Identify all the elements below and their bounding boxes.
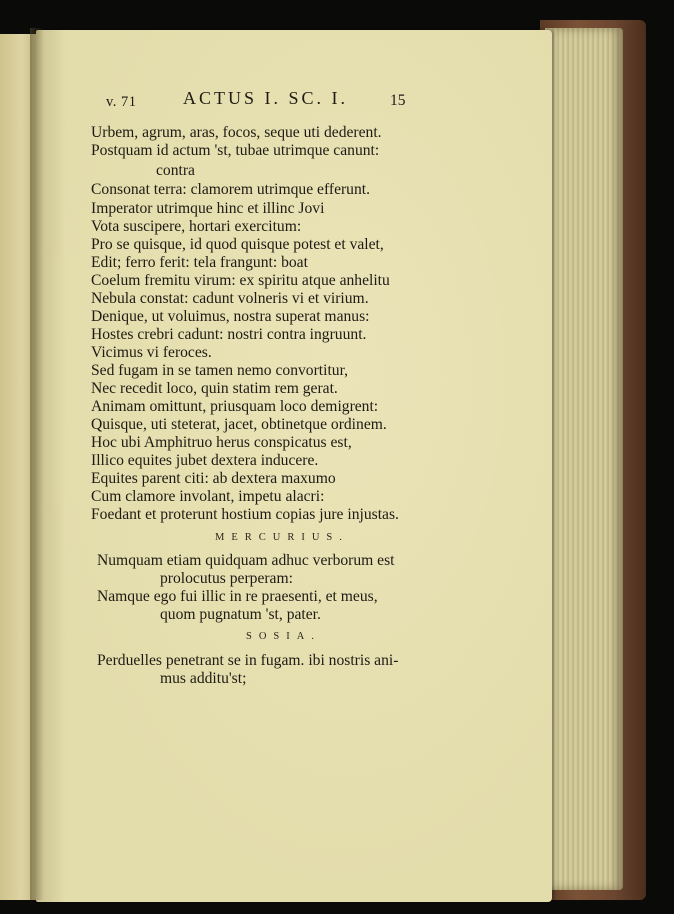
verse-line: Vicimus vi feroces. [91,344,212,361]
verse-line: Hoc ubi Amphitruo herus conspicatus est, [91,434,352,451]
verse-line: Sed fugam in se tamen nemo convortitur, [91,362,349,379]
verse-line-continuation: prolocutus perperam: [160,570,293,587]
verse-line: Equites parent citi: ab dextera maxumo [91,470,336,487]
verse-line: Urbem, agrum, aras, focos, seque uti dederent. [91,124,382,141]
verse-line: Foedant et proterunt hostium copias jure injustas. [91,506,399,523]
verse-line: Quisque, uti steterat, jacet, obtinetque ordinem. [91,416,387,433]
act-scene-title: ACTUS I. SC. I. [183,88,349,108]
verse-line: Animam omittunt, priusquam loco demigrent: [91,398,379,415]
speaker-name-mercurius: MERCURIUS. [215,532,349,543]
verse-line: Pro se quisque, id quod quisque potest et valet, [91,236,384,253]
verse-line: Denique, ut voluimus, nostra superat manus: [91,308,370,325]
verse-line-continuation: contra [156,162,195,179]
verse-line: Illico equites jubet dextera inducere. [91,452,319,469]
verse-line: Consonat terra: clamorem utrimque efferunt. [91,181,371,198]
verse-line: Cum clamore involant, impetu alacri: [91,488,325,505]
verse-line: Imperator utrimque hinc et illinc Jovi [91,200,325,217]
verse-line: Nebula constat: cadunt volneris vi et virium. [91,290,369,307]
verse-line: Vota suscipere, hortari exercitum: [91,218,302,235]
verse-line-continuation: mus additu'st; [160,670,247,687]
verse-line: Postquam id actum 'st, tubae utrimque canunt: [91,142,380,159]
page-number: 15 [390,92,406,109]
verse-line-continuation: quom pugnatum 'st, pater. [160,606,321,623]
verse-line: Hostes crebri cadunt: nostri contra ingruunt. [91,326,367,343]
verse-line: Namque ego fui illic in re praesenti, et meus, [97,588,378,605]
verse-line: Perduelles penetrant se in fugam. ibi nostris ani- [97,652,399,669]
verse-reference: v. 71 [106,94,137,110]
verse-line: Numquam etiam quidquam adhuc verborum est [97,552,395,569]
speaker-name-sosia: SOSIA. [246,631,321,642]
verse-line: Coelum fremitu virum: ex spiritu atque anhelitu [91,272,390,289]
verse-line: Nec recedit loco, quin statim rem gerat. [91,380,338,397]
verse-line: Edit; ferro ferit: tela frangunt: boat [91,254,308,271]
